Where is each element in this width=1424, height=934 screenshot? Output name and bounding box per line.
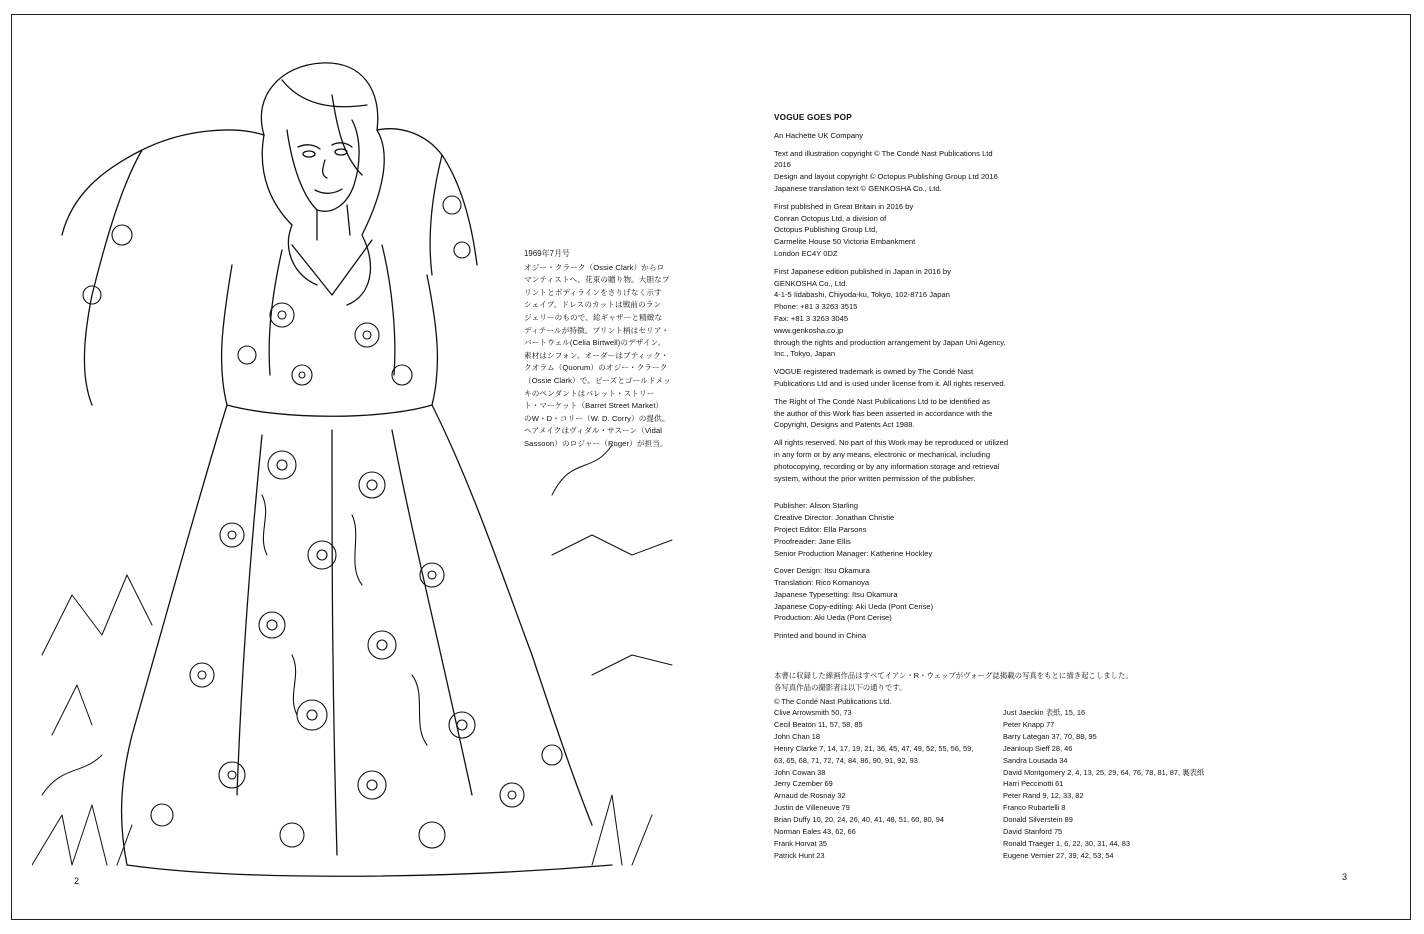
credit-row: Eugene Vernier 27, 39, 42, 53, 54 <box>1003 850 1114 860</box>
credit-row: Barry Lategan 37, 70, 88, 95 <box>1003 731 1097 741</box>
credit-row: Peter Rand 9, 12, 33, 82 <box>1003 791 1084 801</box>
caption-line: リントとボディラインをさりげなく示す <box>524 287 662 297</box>
copyright-line: © The Condé Nast Publications Ltd. <box>774 697 892 707</box>
colophon-line: Phone: +81 3 3263 3515 <box>774 302 858 312</box>
credit-row: John Chan 18 <box>774 731 821 741</box>
staff-line: Japanese Copy-editing: Aki Ueda (Pont Cerise) <box>774 601 934 611</box>
colophon-paragraph <box>774 266 1044 360</box>
credit-row: Brian Duffy 10, 20, 24, 26, 40, 41, 48, 51, 60, 80, 94 <box>774 815 944 825</box>
caption-body <box>524 262 676 451</box>
colophon-line: Copyright, Designs and Patents Act 1988. <box>774 420 915 430</box>
colophon-line: Conran Octopus Ltd, a division of <box>774 213 887 223</box>
colophon-line: 2016 <box>774 160 791 170</box>
credit-row: David Stanford 75 <box>1003 827 1063 837</box>
colophon-line: photocopying, recording or by any information storage and retrieval <box>774 461 1000 471</box>
colophon-line: Inc., Tokyo, Japan <box>774 349 836 359</box>
credits-note <box>774 670 1194 708</box>
colophon-paragraph <box>774 396 1044 431</box>
staff-line: Cover Design: Itsu Okamura <box>774 566 870 576</box>
credit-row: Donald Silverstein 89 <box>1003 815 1073 825</box>
credit-row: Frank Horvat 35 <box>774 838 827 848</box>
colophon-staff <box>774 500 1044 642</box>
page-number-left: 2 <box>74 876 80 886</box>
colophon-paragraph <box>774 148 1044 195</box>
colophon-line: An Hachette UK Company <box>774 130 864 140</box>
colophon-paragraphs <box>774 130 1044 485</box>
staff-line: Production: Aki Ueda (Pont Cerise) <box>774 613 892 623</box>
colophon-line: First published in Great Britain in 2016 by <box>774 201 914 211</box>
caption-line: バートウェル(Celia Birtwell)のデザイン。 <box>524 338 666 348</box>
credit-row: Jerry Czember 69 <box>774 779 833 789</box>
credit-row: David Montgomery 2, 4, 13, 25, 29, 64, 76, 78, 81, 87, 裏表紙 <box>1003 767 1205 777</box>
colophon-line: Octopus Publishing Group Ltd, <box>774 225 878 235</box>
colophon-line: GENKOSHA Co., Ltd. <box>774 278 848 288</box>
credits-note-line: 本書に収録した線画作品はすべてイアン・R・ウェッブがヴォーグ誌掲載の写真をもとに描き起こしました。 <box>774 671 1133 680</box>
credit-row: Peter Knapp 77 <box>1003 719 1055 729</box>
credit-row: Norman Eales 43, 62, 66 <box>774 827 856 837</box>
colophon-paragraph <box>774 201 1044 260</box>
credit-row: Patrick Hunt 23 <box>774 850 825 860</box>
credit-row: John Cowan 38 <box>774 767 826 777</box>
caption-line: ジェリーのもので、総ギャザーと精緻な <box>524 312 663 322</box>
colophon-line: First Japanese edition published in Japan in 2016 by <box>774 266 951 276</box>
staff-line: Japanese Typesetting: Itsu Okamura <box>774 589 898 599</box>
staff-line: Senior Production Manager: Katherine Hockley <box>774 548 933 558</box>
credit-row: Franco Rubartelli 8 <box>1003 803 1066 813</box>
colophon-line: All rights reserved. No part of this Work may be reproduced or utilized <box>774 438 1009 448</box>
colophon-line: The Right of The Condé Nast Publications Ltd to be identified as <box>774 396 990 406</box>
staff-group <box>774 500 1044 559</box>
caption-line: キのペンダントはバレット・ストリー <box>524 388 655 398</box>
caption-line: ディテールが特徴。プリント柄はセリア・ <box>524 325 670 335</box>
credit-row: Justin de Villeneuve 79 <box>774 803 850 813</box>
caption-line: シェイプ。ドレスのカットは戦前のラン <box>524 300 662 310</box>
colophon-line: Carmelite House 50 Victoria Embankment <box>774 237 916 247</box>
colophon-paragraph <box>774 437 1044 484</box>
page-number-right: 3 <box>1342 872 1348 882</box>
caption-line: のW・D・コリー（W. D. Corry）の提供。 <box>524 413 670 423</box>
staff-line: Creative Director: Jonathan Christie <box>774 513 895 523</box>
staff-line: Proofreader: Jane Ellis <box>774 536 851 546</box>
credits-column-left <box>774 707 1002 862</box>
staff-line: Publisher: Alison Starling <box>774 501 858 511</box>
colophon-line: the author of this Work has been asserted in accordance with the <box>774 408 993 418</box>
credit-row: Jeanloup Sieff 28, 46 <box>1003 743 1073 753</box>
caption-line: （Ossie Clark）で。ビーズとゴールドメッ <box>524 375 671 385</box>
colophon-line: through the rights and production arrangement by Japan Uni Agency, <box>774 337 1006 347</box>
colophon-line: London EC4Y 0DZ <box>774 248 838 258</box>
staff-line: Printed and bound in China <box>774 631 867 641</box>
colophon <box>774 112 1044 648</box>
colophon-line: 4-1-5 Iidabashi, Chiyoda-ku, Tokyo, 102-8716 Japan <box>774 290 950 300</box>
fashion-line-illustration <box>32 35 682 895</box>
credit-row: Cecil Beaton 11, 57, 58, 85 <box>774 719 863 729</box>
credit-row: 63, 65, 68, 71, 72, 74, 84, 86, 90, 91, 92, 93 <box>774 755 918 765</box>
staff-group <box>774 565 1044 624</box>
credit-row: Ronald Traeger 1, 6, 22, 30, 31, 44, 83 <box>1003 838 1130 848</box>
caption-line: Sassoon）のロジャー（Roger）が担当。 <box>524 438 668 448</box>
book-spread <box>11 14 1411 920</box>
staff-line: Translation: Rico Komanoya <box>774 578 870 588</box>
illustration-caption <box>524 248 676 451</box>
credit-row: Sandra Lousada 34 <box>1003 755 1068 765</box>
colophon-line: Text and illustration copyright © The Condé Nast Publications Ltd <box>774 148 993 158</box>
caption-line: クオラム（Quorum）のオジー・クラーク <box>524 363 668 373</box>
credit-row: Just Jaeckin 表紙, 15, 16 <box>1003 708 1086 717</box>
colophon-line: VOGUE registered trademark is owned by The Condé Nast <box>774 367 974 377</box>
credit-row: Henry Clarke 7, 14, 17, 19, 21, 36, 45, 47, 49, 52, 55, 56, 59, <box>774 743 974 753</box>
credits-column-right <box>1003 707 1218 862</box>
colophon-line: www.genkosha.co.jp <box>774 325 844 335</box>
book-title: VOGUE GOES POP <box>774 113 852 122</box>
caption-line: ヘアメイクはヴィダル・サスーン（Vidal <box>524 426 663 436</box>
caption-line: マンティストへ、花束の贈り物。大胆なプ <box>524 275 670 285</box>
colophon-line: Japanese translation text © GENKOSHA Co., Ltd. <box>774 183 942 193</box>
staff-group <box>774 630 1044 642</box>
caption-line: 素材はシフォン。オーダーはブティック・ <box>524 350 669 360</box>
colophon-line: Design and layout copyright © Octopus Publishing Group Ltd 2016 <box>774 172 998 182</box>
credit-row: Harri Peccinotti 61 <box>1003 779 1064 789</box>
colophon-line: Publications Ltd and is used under license from it. All rights reserved. <box>774 378 1006 388</box>
caption-line: オジー・クラーク（Ossie Clark）からロ <box>524 262 665 272</box>
credit-row: Clive Arrowsmith 50, 73 <box>774 708 852 717</box>
staff-line: Project Editor: Ella Parsons <box>774 524 867 534</box>
caption-heading: 1969年7月号 <box>524 249 570 258</box>
colophon-line: system, without the prior written permission of the publisher. <box>774 473 976 483</box>
colophon-paragraph <box>774 366 1044 390</box>
caption-line: ト・マーケット（Barret Street Market） <box>524 401 664 411</box>
colophon-paragraph <box>774 130 1044 142</box>
credit-row: Arnaud de Rosnay 32 <box>774 791 846 801</box>
colophon-line: Fax: +81 3 3263 3045 <box>774 313 849 323</box>
colophon-line: in any form or by any means, electronic or mechanical, including <box>774 449 991 459</box>
credits-note-line: 各写真作品の撮影者は以下の通りです。 <box>774 682 907 692</box>
